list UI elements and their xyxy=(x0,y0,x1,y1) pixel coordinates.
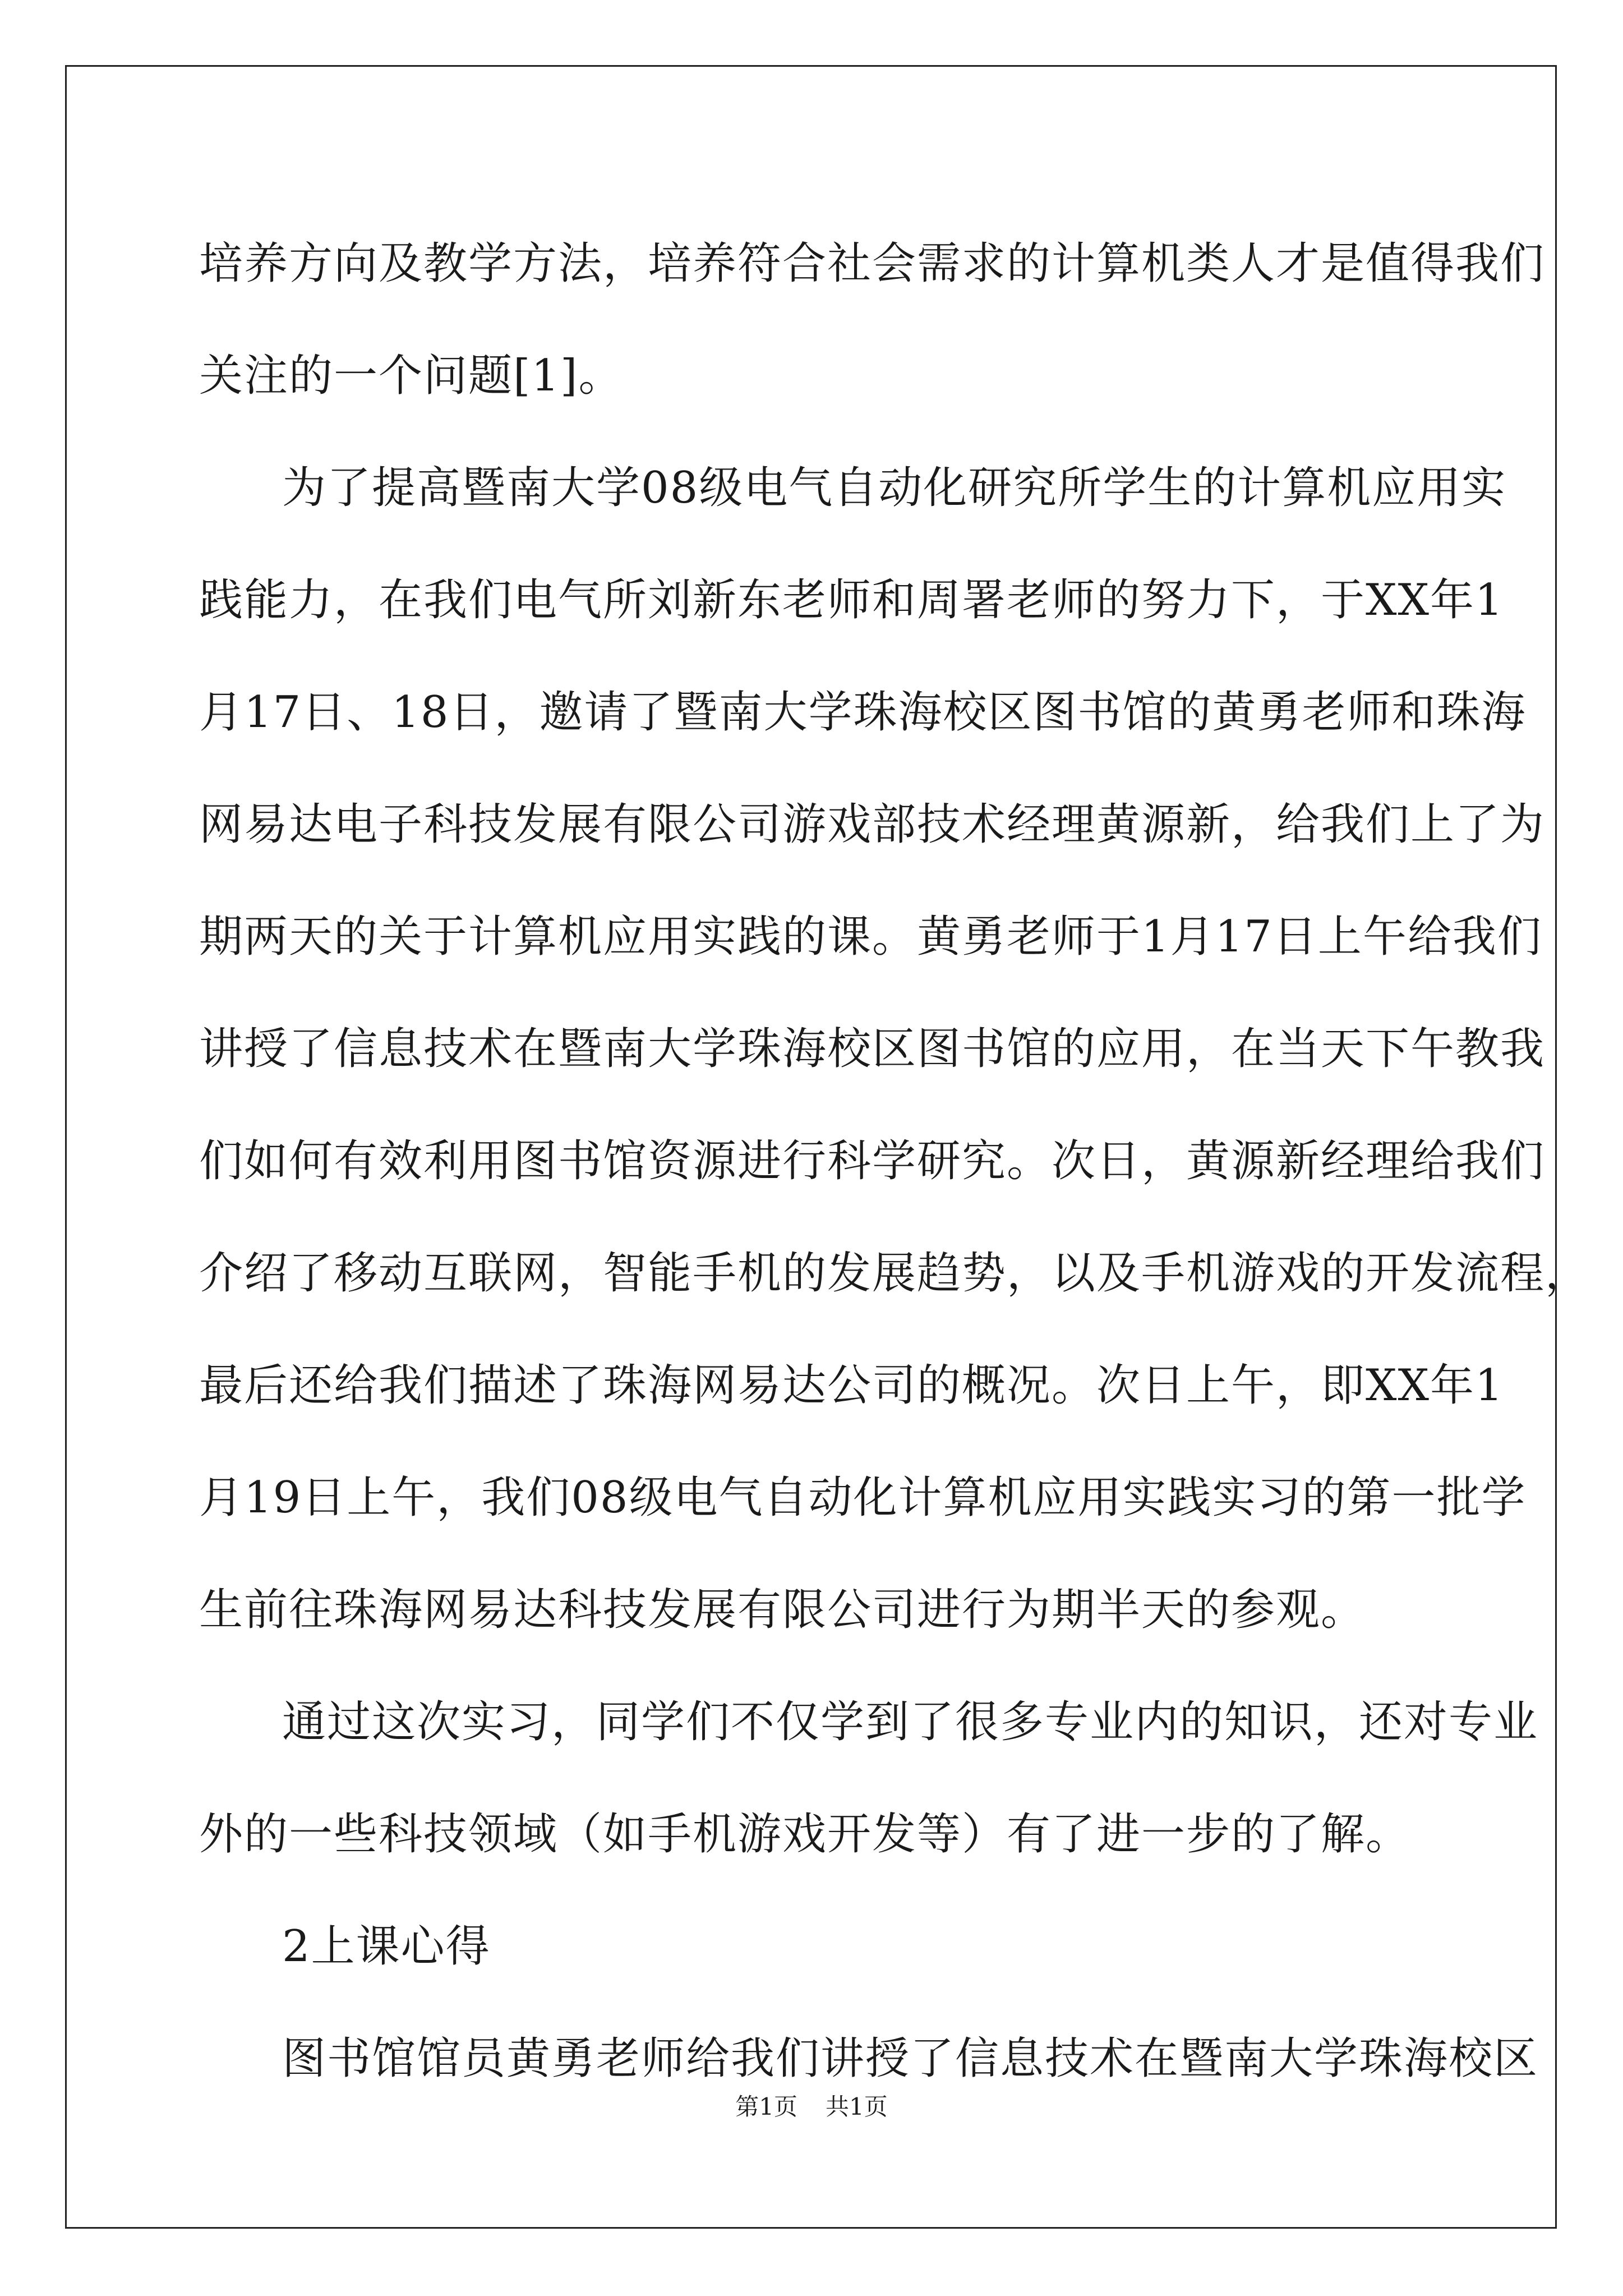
text-line: 网易达电子科技发展有限公司游戏部技术经理黄源新，给我们上了为 xyxy=(199,799,1546,850)
page-number: 第1页 xyxy=(735,2093,797,2120)
page-total: 共1页 xyxy=(826,2093,888,2120)
text-line: 关注的一个问题[1]。 xyxy=(199,351,624,401)
text-line: 最后还给我们描述了珠海网易达公司的概况。次日上午，即XX年1 xyxy=(199,1360,1504,1411)
document-body xyxy=(199,208,1590,2115)
section-heading: 2上课心得 xyxy=(282,1921,491,1972)
text-line: 介绍了移动互联网，智能手机的发展趋势，以及手机游戏的开发流程， xyxy=(199,1248,1590,1299)
text-line: 为了提高暨南大学08级电气自动化研究所学生的计算机应用实 xyxy=(282,463,1507,513)
text-line: 图书馆馆员黄勇老师给我们讲授了信息技术在暨南大学珠海校区 xyxy=(282,2033,1539,2084)
text-line: 讲授了信息技术在暨南大学珠海校区图书馆的应用，在当天下午教我 xyxy=(199,1024,1546,1074)
page-footer xyxy=(0,2090,1623,2124)
text-line: 们如何有效利用图书馆资源进行科学研究。次日，黄源新经理给我们 xyxy=(199,1136,1546,1186)
text-line: 践能力，在我们电气所刘新东老师和周署老师的努力下，于XX年1 xyxy=(199,575,1504,625)
text-line: 月19日上午，我们08级电气自动化计算机应用实践实习的第一批学 xyxy=(199,1473,1527,1523)
text-line: 期两天的关于计算机应用实践的课。黄勇老师于1月17日上午给我们 xyxy=(199,912,1542,962)
text-line: 月17日、18日，邀请了暨南大学珠海校区图书馆的黄勇老师和珠海 xyxy=(199,687,1527,738)
text-line: 培养方向及教学方法，培养符合社会需求的计算机类人才是值得我们 xyxy=(199,238,1546,289)
text-line: 外的一些科技领域（如手机游戏开发等）有了进一步的了解。 xyxy=(199,1809,1411,1860)
text-line: 通过这次实习，同学们不仅学到了很多专业内的知识，还对专业 xyxy=(282,1697,1539,1747)
text-line: 生前往珠海网易达科技发展有限公司进行为期半天的参观。 xyxy=(199,1585,1366,1635)
